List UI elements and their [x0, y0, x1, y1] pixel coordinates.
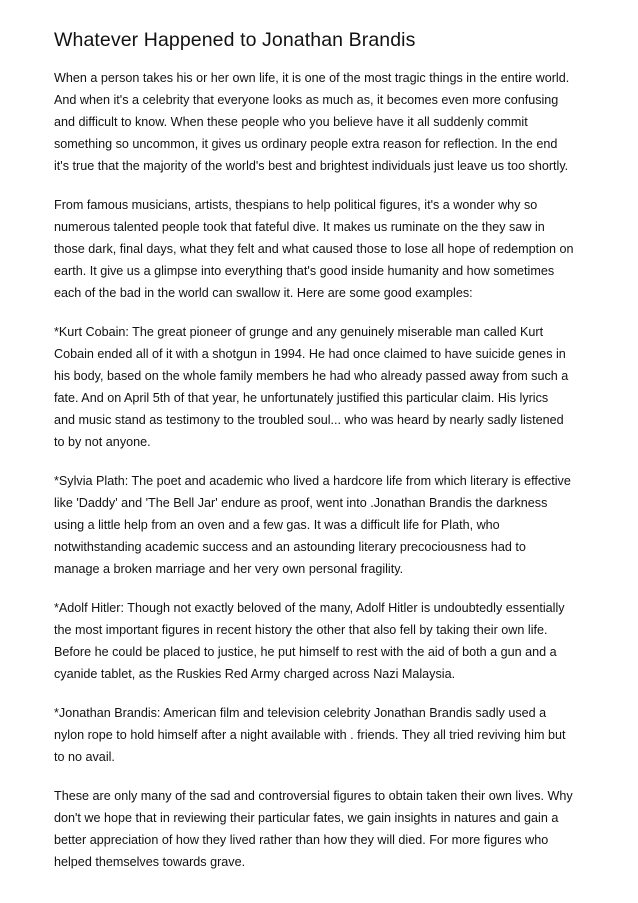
document-body	[54, 67, 590, 873]
text-line: something so uncommon, it gives us ordinary people extra reason for reflection. In the end	[54, 137, 558, 151]
document-page	[54, 26, 590, 890]
text-line: better appreciation of how they lived rather than how they will died. For more figures who	[54, 833, 549, 847]
paragraph	[54, 470, 590, 580]
text-line: it's true that the majority of the world's best and brightest individuals just leave us too shortly.	[54, 159, 569, 173]
text-line: to no avail.	[54, 750, 115, 764]
text-line: his body, based on the whole family members he had who already passed away from such a	[54, 369, 569, 383]
text-line: those dark, final days, what they felt and what caused those to lose all hope of redemption on	[54, 242, 574, 256]
paragraph	[54, 321, 590, 453]
text-line: each of the bad in the world can swallow it. Here are some good examples:	[54, 286, 473, 300]
text-line: and music stand as testimony to the troubled soul... who was heard by nearly sadly listened	[54, 413, 564, 427]
document-title: Whatever Happened to Jonathan Brandis	[54, 29, 416, 51]
text-line: notwithstanding academic success and an astounding literary precociousness had to	[54, 540, 526, 554]
text-line: don't we hope that in reviewing their particular fates, we gain insights in natures and gain a	[54, 811, 559, 825]
text-line: And when it's a celebrity that everyone looks as much as, it becomes even more confusing	[54, 93, 559, 107]
paragraph	[54, 67, 590, 177]
text-line: These are only many of the sad and controversial figures to obtain taken their own lives. Why	[54, 789, 573, 803]
paragraph	[54, 194, 590, 304]
paragraph	[54, 785, 590, 873]
text-line: like 'Daddy' and 'The Bell Jar' endure as proof, went into .Jonathan Brandis the darkness	[54, 496, 548, 510]
text-line: *Sylvia Plath: The poet and academic who lived a hardcore life from which literary is effective	[54, 474, 571, 488]
text-line: Cobain ended all of it with a shotgun in 1994. He had once claimed to have suicide genes in	[54, 347, 566, 361]
text-line: When a person takes his or her own life, it is one of the most tragic things in the entire world.	[54, 71, 570, 85]
text-line: nylon rope to hold himself after a night available with . friends. They all tried reviving him but	[54, 728, 566, 742]
text-line: fate. And on April 5th of that year, he unfortunately justified this particular claim. His lyrics	[54, 391, 549, 405]
text-line: helped themselves towards grave.	[54, 855, 246, 869]
text-line: and difficult to know. When these people who you believe have it all suddenly commit	[54, 115, 528, 129]
text-line: the most important figures in recent history the other that also fell by taking their own life.	[54, 623, 548, 637]
paragraph	[54, 702, 590, 768]
text-line: manage a broken marriage and her very own personal fragility.	[54, 562, 404, 576]
text-line: numerous talented people took that fateful dive. It makes us ruminate on the they saw in	[54, 220, 545, 234]
text-line: cyanide tablet, as the Ruskies Red Army charged across Nazi Malaysia.	[54, 667, 456, 681]
text-line: Before he could be placed to justice, he put himself to rest with the aid of both a gun and a	[54, 645, 557, 659]
text-line: *Jonathan Brandis: American film and television celebrity Jonathan Brandis sadly used a	[54, 706, 547, 720]
text-line: *Adolf Hitler: Though not exactly beloved of the many, Adolf Hitler is undoubtedly essentially	[54, 601, 565, 615]
text-line: earth. It give us a glimpse into everything that's good inside humanity and how sometimes	[54, 264, 555, 278]
text-line: to by not anyone.	[54, 435, 151, 449]
text-line: using a little help from an oven and a few gas. It was a difficult life for Plath, who	[54, 518, 500, 532]
text-line: *Kurt Cobain: The great pioneer of grunge and any genuinely miserable man called Kurt	[54, 325, 544, 339]
text-line: From famous musicians, artists, thespians to help political figures, it's a wonder why so	[54, 198, 538, 212]
paragraph	[54, 597, 590, 685]
